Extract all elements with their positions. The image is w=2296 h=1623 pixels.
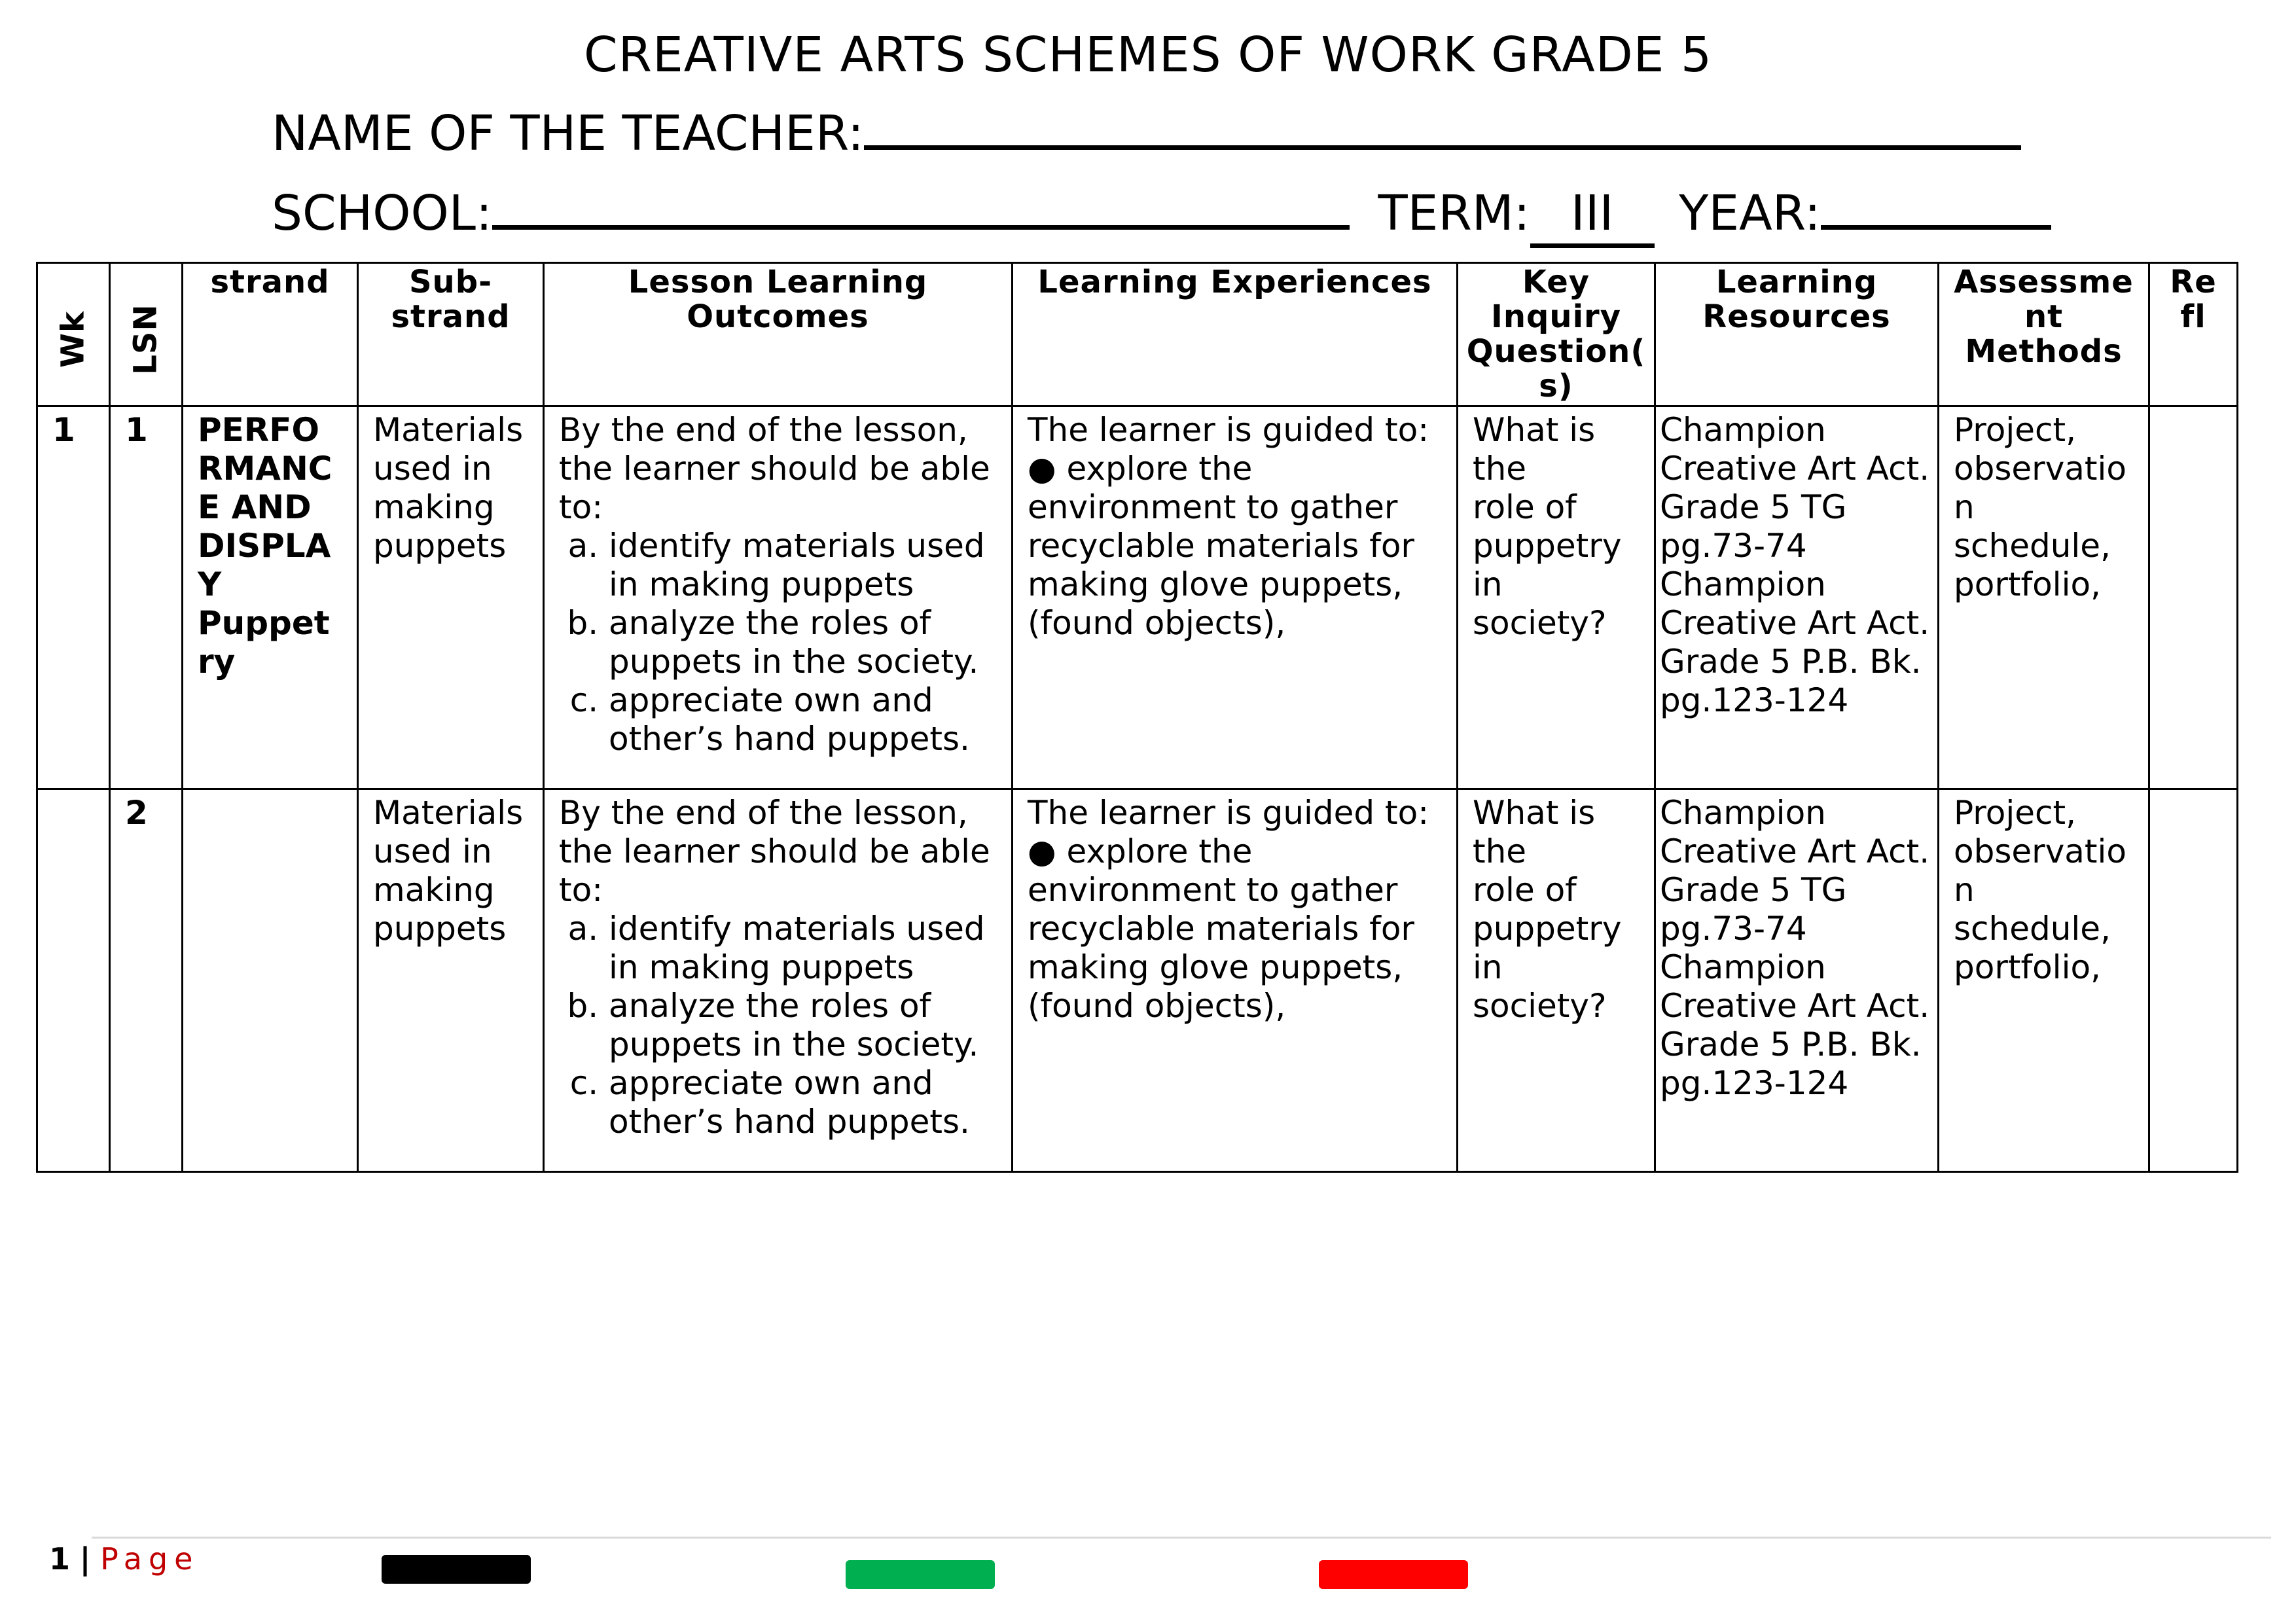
outcome-item: b. analyze the roles of puppets in the society. <box>609 604 998 681</box>
experiences-rest: environment to gather recyclable materials for making glove puppets, (found objects), <box>1028 488 1414 642</box>
header-resources: Learning Resources <box>1655 263 1939 406</box>
outcomes-cell <box>544 406 1013 789</box>
header-sub-strand: Sub- strand <box>358 263 544 406</box>
red-color-bar <box>1319 1560 1468 1589</box>
reflection-cell[interactable] <box>2149 789 2238 1172</box>
page-number: 1 <box>49 1541 71 1577</box>
teacher-label: NAME OF THE TEACHER: <box>272 105 864 162</box>
experiences-cell <box>1013 406 1458 789</box>
footer-divider <box>92 1537 2271 1539</box>
experiences-intro: The learner is guided to: <box>1028 794 1429 832</box>
outcome-item: b. analyze the roles of puppets in the society. <box>609 987 998 1064</box>
strand-cell <box>183 789 358 1172</box>
wk-cell <box>37 789 110 1172</box>
outcomes-intro: By the end of the lesson, the learner should be able to: <box>559 411 990 526</box>
experiences-bullet: explore the <box>1066 450 1253 488</box>
year-blank[interactable] <box>1821 185 2051 230</box>
outcomes-list <box>559 910 998 1141</box>
strand-text: PERFO RMANC E AND DISPLA Y <box>198 411 332 603</box>
bullet-icon: ● <box>1028 832 1056 870</box>
resources-cell: Champion Creative Art Act. Grade 5 TG pg.73-74 Champion Creative Art Act. Grade 5 P.B. Bk. pg.123-124 <box>1655 406 1939 789</box>
header-lsn: LSN <box>110 263 183 406</box>
experiences-cell <box>1013 789 1458 1172</box>
header-strand: strand <box>183 263 358 406</box>
table-row <box>37 789 2238 1172</box>
school-blank[interactable] <box>492 185 1350 230</box>
table-row <box>37 406 2238 789</box>
outcomes-list <box>559 527 998 758</box>
experiences-bullet: explore the <box>1066 832 1253 870</box>
outcome-item: a. identify materials used in making puppets <box>609 910 998 987</box>
schemes-table <box>36 262 2238 1173</box>
header-wk: Wk <box>37 263 110 406</box>
outcome-item: c. appreciate own and other’s hand puppets. <box>609 681 998 758</box>
page-footer <box>49 1539 199 1578</box>
strand-cell <box>183 406 358 789</box>
header-outcomes: Lesson Learning Outcomes <box>544 263 1013 406</box>
term-label: TERM: <box>1378 185 1530 241</box>
header-assessment: Assessme nt Methods <box>1939 263 2149 406</box>
key-question-cell: What is the role of puppetry in society? <box>1458 406 1655 789</box>
school-term-year-line <box>272 183 2051 248</box>
assessment-cell: Project, observatio n schedule, portfolio, <box>1939 789 2149 1172</box>
header-row <box>37 263 2238 406</box>
year-label: YEAR: <box>1679 185 1821 241</box>
green-color-bar <box>846 1560 995 1589</box>
reflection-cell[interactable] <box>2149 406 2238 789</box>
sub-strand-cell: Materials used in making puppets <box>358 406 544 789</box>
experiences-rest: environment to gather recyclable materials for making glove puppets, (found objects), <box>1028 871 1414 1025</box>
outcomes-intro: By the end of the lesson, the learner should be able to: <box>559 794 990 909</box>
wk-cell: 1 <box>37 406 110 789</box>
page-title: CREATIVE ARTS SCHEMES OF WORK GRADE 5 <box>583 27 1713 83</box>
sub-strand-cell: Materials used in making puppets <box>358 789 544 1172</box>
key-question-cell: What is the role of puppetry in society? <box>1458 789 1655 1172</box>
term-value[interactable]: III <box>1530 183 1655 248</box>
page-separator: | <box>79 1541 91 1577</box>
header-experiences: Learning Experiences <box>1013 263 1458 406</box>
experiences-intro: The learner is guided to: <box>1028 411 1429 449</box>
school-label: SCHOOL: <box>272 185 492 241</box>
assessment-cell: Project, observatio n schedule, portfolio, <box>1939 406 2149 789</box>
bullet-icon: ● <box>1028 450 1056 488</box>
lsn-cell: 1 <box>110 406 183 789</box>
strand-sub-text: Puppet ry <box>198 604 330 681</box>
outcome-item: a. identify materials used in making puppets <box>609 527 998 604</box>
header-reflection: Re fl <box>2149 263 2238 406</box>
black-color-bar <box>382 1555 531 1584</box>
resources-cell: Champion Creative Art Act. Grade 5 TG pg.73-74 Champion Creative Art Act. Grade 5 P.B. Bk. pg.123-124 <box>1655 789 1939 1172</box>
teacher-line <box>272 103 2021 164</box>
outcome-item: c. appreciate own and other’s hand puppets. <box>609 1064 998 1141</box>
header-key-question: Key Inquiry Question( s) <box>1458 263 1655 406</box>
lsn-cell: 2 <box>110 789 183 1172</box>
outcomes-cell <box>544 789 1013 1172</box>
teacher-blank[interactable] <box>864 105 2021 150</box>
page-label: Page <box>100 1541 200 1577</box>
